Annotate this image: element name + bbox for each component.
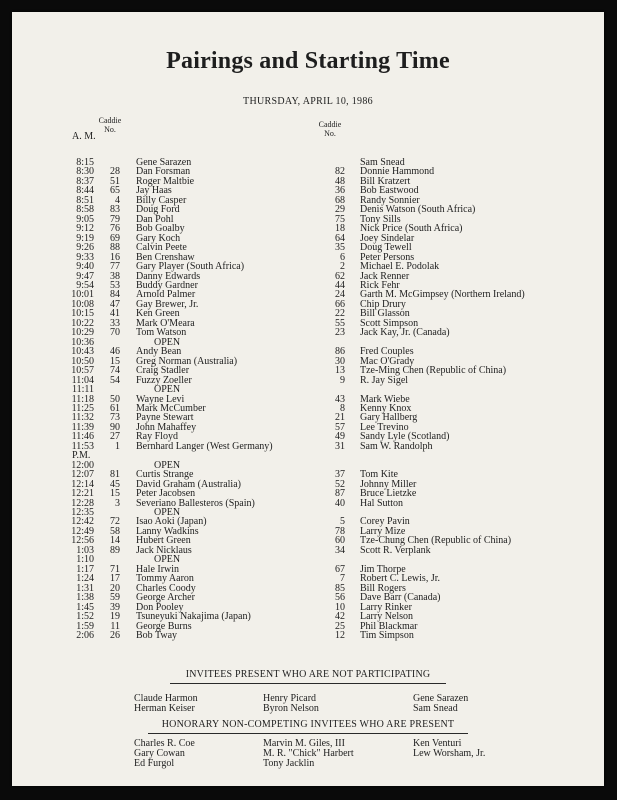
player-name: Dave Barr (Canada) bbox=[360, 592, 441, 604]
player-name: Arnold Palmer bbox=[136, 289, 196, 301]
caddie-number: 68 bbox=[335, 194, 345, 206]
am-header: A. M. bbox=[72, 131, 96, 142]
caddie-number: 15 bbox=[110, 355, 120, 367]
caddie-number: 76 bbox=[110, 223, 120, 235]
invitees-heading-rule bbox=[170, 683, 446, 684]
pm-label: P.M. bbox=[72, 450, 91, 462]
tee-time: 10:50 bbox=[71, 355, 94, 367]
open-label: OPEN bbox=[154, 384, 181, 396]
honorary-invitee-name: Gary Cowan bbox=[134, 748, 185, 759]
player-name: Ray Floyd bbox=[136, 431, 178, 443]
player-name: Gary Player (South Africa) bbox=[136, 261, 245, 273]
program-sheet bbox=[12, 12, 604, 786]
player-name: George Archer bbox=[136, 592, 195, 604]
caddie-number: 51 bbox=[110, 175, 120, 187]
player-name: Jack Nicklaus bbox=[136, 544, 192, 556]
player-name: Fuzzy Zoeller bbox=[136, 374, 192, 386]
caddie-number: 12 bbox=[335, 630, 345, 641]
tee-time: 11:53 bbox=[71, 440, 94, 452]
tee-time: 9:54 bbox=[76, 279, 94, 291]
caddie-number: 27 bbox=[110, 431, 120, 443]
caddie-number: 74 bbox=[110, 365, 120, 377]
caddie-number: 71 bbox=[110, 563, 120, 575]
caddie-number: 25 bbox=[335, 620, 345, 632]
caddie-number: 40 bbox=[335, 497, 345, 509]
caddie-number: 53 bbox=[110, 279, 120, 291]
tee-time: 1:38 bbox=[76, 592, 94, 604]
caddie-number: 58 bbox=[110, 525, 120, 537]
tee-time: 11:39 bbox=[71, 421, 94, 433]
honorary-invitee-name: Marvin M. Giles, III bbox=[263, 738, 345, 749]
caddie-number: 60 bbox=[335, 535, 345, 547]
player-name: Larry Mize bbox=[360, 525, 406, 537]
player-name: Craig Stadler bbox=[136, 365, 190, 377]
caddie-number: 18 bbox=[335, 223, 345, 235]
player-name: Tsuneyuki Nakajima (Japan) bbox=[136, 611, 251, 623]
tee-time: 10:15 bbox=[71, 308, 94, 320]
caddie-number: 44 bbox=[335, 279, 345, 291]
caddie-number: 37 bbox=[335, 469, 345, 481]
caddie-number: 46 bbox=[110, 346, 120, 358]
caddie-number: 21 bbox=[335, 412, 345, 424]
invitee-name: Herman Keiser bbox=[134, 703, 195, 714]
caddie-number: 20 bbox=[110, 582, 120, 594]
tee-time: 2:06 bbox=[76, 630, 94, 641]
tee-time: 12:21 bbox=[71, 488, 94, 500]
honorary-invitee-name: Lew Worsham, Jr. bbox=[413, 748, 486, 759]
caddie-number: 35 bbox=[335, 242, 345, 254]
player-name: David Graham (Australia) bbox=[136, 478, 241, 490]
invitee-name: Sam Snead bbox=[413, 703, 458, 714]
caddie-number: 72 bbox=[110, 516, 120, 528]
page-title: Pairings and Starting Time bbox=[166, 48, 450, 74]
caddie-header-right: Caddie No. bbox=[318, 120, 342, 138]
player-name: Hal Sutton bbox=[360, 497, 404, 509]
honorary-invitee-name: Tony Jacklin bbox=[263, 758, 315, 769]
tee-time: 9:33 bbox=[76, 251, 94, 263]
player-name: Andy Bean bbox=[136, 346, 182, 358]
player-name: Tze-Ming Chen (Republic of China) bbox=[360, 365, 507, 377]
tee-time: 9:26 bbox=[76, 242, 94, 254]
caddie-number: 7 bbox=[340, 573, 345, 585]
tee-time: 8:44 bbox=[76, 185, 94, 197]
player-name: Donnie Hammond bbox=[360, 166, 435, 178]
player-name: Curtis Strange bbox=[136, 469, 194, 481]
caddie-number: 55 bbox=[335, 317, 345, 329]
player-name: Ben Crenshaw bbox=[136, 251, 195, 263]
tee-time: 1:10 bbox=[76, 554, 94, 566]
player-name: Chip Drury bbox=[360, 298, 406, 310]
tee-time: 11:25 bbox=[71, 402, 94, 414]
player-name: Garth M. McGimpsey (Northern Ireland) bbox=[360, 289, 525, 301]
caddie-number: 6 bbox=[340, 251, 345, 263]
player-name: Bob Tway bbox=[136, 630, 178, 641]
honorary-invitee-name: Ken Venturi bbox=[413, 738, 462, 749]
open-label: OPEN bbox=[154, 554, 181, 566]
player-name: Sandy Lyle (Scotland) bbox=[360, 431, 450, 443]
player-name: Tommy Aaron bbox=[136, 573, 194, 585]
open-label: OPEN bbox=[154, 459, 181, 471]
tee-time: 10:22 bbox=[71, 317, 94, 329]
tee-time: 8:30 bbox=[76, 166, 94, 178]
caddie-number: 24 bbox=[335, 289, 345, 301]
player-name: Bob Eastwood bbox=[360, 185, 419, 197]
tee-time: 1:31 bbox=[76, 582, 94, 594]
open-label: OPEN bbox=[154, 507, 181, 519]
caddie-number: 2 bbox=[340, 261, 345, 273]
caddie-number: 16 bbox=[110, 251, 120, 263]
caddie-number: 70 bbox=[110, 327, 120, 339]
tee-time: 1:45 bbox=[76, 601, 94, 613]
pairing-row bbox=[12, 631, 604, 641]
tee-time: 9:19 bbox=[76, 232, 94, 244]
caddie-number: 61 bbox=[110, 402, 120, 414]
caddie-number: 88 bbox=[110, 242, 120, 254]
caddie-number: 33 bbox=[110, 317, 120, 329]
caddie-number: 10 bbox=[335, 601, 345, 613]
caddie-number: 83 bbox=[110, 204, 120, 216]
caddie-number: 57 bbox=[335, 421, 345, 433]
caddie-number: 45 bbox=[110, 478, 120, 490]
caddie-number: 82 bbox=[335, 166, 345, 178]
player-name: Sam W. Randolph bbox=[360, 440, 433, 452]
player-name: Bill Kratzert bbox=[360, 175, 411, 187]
caddie-number: 9 bbox=[340, 374, 345, 386]
player-name: Doug Ford bbox=[136, 204, 180, 216]
player-name: Larry Rinker bbox=[360, 601, 412, 613]
caddie-number: 89 bbox=[110, 544, 120, 556]
player-name: Mark Wiebe bbox=[360, 393, 410, 405]
caddie-number: 3 bbox=[115, 497, 120, 509]
player-name: Sam Snead bbox=[360, 157, 405, 168]
tee-time: 1:52 bbox=[76, 611, 94, 623]
tee-time: 8:15 bbox=[76, 157, 94, 168]
player-name: Bruce Lietzke bbox=[360, 488, 417, 500]
player-name: Billy Casper bbox=[136, 194, 187, 206]
caddie-number: 67 bbox=[335, 563, 345, 575]
player-name: Larry Nelson bbox=[360, 611, 414, 623]
caddie-number: 4 bbox=[115, 194, 120, 206]
tee-time: 10:36 bbox=[71, 336, 94, 348]
player-name: Tze-Chung Chen (Republic of China) bbox=[360, 535, 512, 547]
tee-time: 9:12 bbox=[76, 223, 94, 235]
honorary-invitee-name: Charles R. Coe bbox=[134, 738, 195, 749]
player-name: Tom Watson bbox=[136, 327, 187, 339]
player-name: Severiano Ballesteros (Spain) bbox=[136, 497, 255, 509]
player-name: Dan Forsman bbox=[136, 166, 191, 178]
player-name: Corey Pavin bbox=[360, 516, 410, 528]
player-name: Hubert Green bbox=[136, 535, 191, 547]
honorary-invitee-name: Ed Furgol bbox=[134, 758, 175, 769]
tee-time: 11:11 bbox=[71, 384, 94, 396]
caddie-number: 19 bbox=[110, 611, 120, 623]
player-name: Denis Watson (South Africa) bbox=[360, 204, 476, 216]
player-name: Lee Trevino bbox=[360, 421, 409, 433]
caddie-number: 85 bbox=[335, 582, 345, 594]
player-name: Scott R. Verplank bbox=[360, 544, 431, 556]
caddie-number: 15 bbox=[110, 488, 120, 500]
caddie-number: 17 bbox=[110, 573, 120, 585]
player-name: Roger Maltbie bbox=[136, 175, 195, 187]
tee-time: 12:35 bbox=[71, 507, 94, 519]
caddie-number: 84 bbox=[110, 289, 120, 301]
caddie-number: 49 bbox=[335, 431, 345, 443]
player-name: Bernhard Langer (West Germany) bbox=[136, 440, 273, 452]
player-name: Bill Glasson bbox=[360, 308, 410, 320]
caddie-number: 5 bbox=[340, 516, 345, 528]
caddie-number: 23 bbox=[335, 327, 345, 339]
player-name: Rick Fehr bbox=[360, 279, 400, 291]
caddie-number: 69 bbox=[110, 232, 120, 244]
caddie-number: 34 bbox=[335, 544, 345, 556]
caddie-number: 77 bbox=[110, 261, 120, 273]
invitee-name: Henry Picard bbox=[263, 693, 317, 704]
caddie-number: 79 bbox=[110, 213, 120, 225]
caddie-header-left: Caddie No. bbox=[98, 116, 122, 134]
player-name: Gary Hallberg bbox=[360, 412, 418, 424]
tee-time: 10:01 bbox=[71, 289, 94, 301]
tee-time: 10:08 bbox=[71, 298, 94, 310]
caddie-number: 59 bbox=[110, 592, 120, 604]
tee-time: 8:51 bbox=[76, 194, 94, 206]
tee-time: 11:18 bbox=[71, 393, 94, 405]
player-name: Gary Koch bbox=[136, 232, 181, 244]
tee-time: 1:24 bbox=[76, 573, 94, 585]
caddie-number: 64 bbox=[335, 232, 345, 244]
player-name: Peter Jacobsen bbox=[136, 488, 196, 500]
tee-time: 9:05 bbox=[76, 213, 94, 225]
caddie-number: 39 bbox=[110, 601, 120, 613]
caddie-number: 26 bbox=[110, 630, 120, 641]
honorary-heading-rule bbox=[148, 733, 468, 734]
player-name: Nick Price (South Africa) bbox=[360, 223, 463, 235]
player-name: Mark McCumber bbox=[136, 402, 206, 414]
player-name: Jay Haas bbox=[136, 185, 172, 197]
caddie-number: 62 bbox=[335, 270, 345, 282]
player-name: Bob Goalby bbox=[136, 223, 185, 235]
caddie-number: 56 bbox=[335, 592, 345, 604]
caddie-number: 90 bbox=[110, 421, 120, 433]
player-name: Wayne Levi bbox=[136, 393, 185, 405]
caddie-number: 30 bbox=[335, 355, 345, 367]
player-name: Charles Coody bbox=[136, 582, 196, 594]
player-name: Don Pooley bbox=[136, 601, 184, 613]
player-name: Tim Simpson bbox=[360, 630, 414, 641]
tee-time: 11:32 bbox=[71, 412, 94, 424]
tee-time: 12:07 bbox=[71, 469, 94, 481]
caddie-number: 14 bbox=[110, 535, 120, 547]
player-name: Johnny Miller bbox=[360, 478, 417, 490]
caddie-number: 29 bbox=[335, 204, 345, 216]
player-name: Jack Renner bbox=[360, 270, 410, 282]
player-name: Jack Kay, Jr. (Canada) bbox=[360, 327, 450, 339]
tee-time: 12:00 bbox=[71, 459, 94, 471]
caddie-number: 81 bbox=[110, 469, 120, 481]
tee-time: 11:46 bbox=[71, 431, 94, 443]
player-name: Mac O'Grady bbox=[360, 355, 415, 367]
caddie-number: 50 bbox=[110, 393, 120, 405]
player-name: Lanny Wadkins bbox=[136, 525, 199, 537]
player-name: Dan Pohl bbox=[136, 213, 174, 225]
player-name: Doug Tewell bbox=[360, 242, 412, 254]
caddie-number: 47 bbox=[110, 298, 120, 310]
caddie-number: 38 bbox=[110, 270, 120, 282]
player-name: Tony Sills bbox=[360, 213, 401, 225]
caddie-number: 36 bbox=[335, 185, 345, 197]
player-name: Jim Thorpe bbox=[360, 563, 406, 575]
player-name: Danny Edwards bbox=[136, 270, 201, 282]
invitees-heading: INVITEES PRESENT WHO ARE NOT PARTICIPATING bbox=[185, 669, 431, 680]
player-name: Scott Simpson bbox=[360, 317, 419, 329]
player-name: Michael E. Podolak bbox=[360, 261, 440, 273]
player-name: Isao Aoki (Japan) bbox=[136, 516, 207, 528]
player-name: R. Jay Sigel bbox=[360, 374, 409, 386]
tee-time: 1:03 bbox=[76, 544, 94, 556]
caddie-number: 75 bbox=[335, 213, 345, 225]
player-name: Joey Sindelar bbox=[360, 232, 415, 244]
player-name: Greg Norman (Australia) bbox=[136, 355, 238, 367]
caddie-number: 8 bbox=[340, 402, 345, 414]
caddie-number: 31 bbox=[335, 440, 345, 452]
player-name: Tom Kite bbox=[360, 469, 398, 481]
caddie-number: 1 bbox=[115, 440, 120, 452]
player-name: Mark O'Meara bbox=[136, 317, 195, 329]
caddie-number: 66 bbox=[335, 298, 345, 310]
tee-time: 9:47 bbox=[76, 270, 94, 282]
caddie-number: 48 bbox=[335, 175, 345, 187]
tee-time: 10:57 bbox=[71, 365, 94, 377]
player-name: George Burns bbox=[136, 620, 192, 632]
tee-time: 12:42 bbox=[71, 516, 94, 528]
tee-time: 1:59 bbox=[76, 620, 94, 632]
player-name: John Mahaffey bbox=[136, 421, 197, 433]
invitee-name: Byron Nelson bbox=[263, 703, 319, 714]
tee-time: 12:56 bbox=[71, 535, 94, 547]
invitee-name: Gene Sarazen bbox=[413, 693, 469, 704]
caddie-number: 28 bbox=[110, 166, 120, 178]
tee-time: 10:43 bbox=[71, 346, 94, 358]
honorary-heading: HONORARY NON-COMPETING INVITEES WHO ARE PRESENT bbox=[161, 719, 455, 730]
caddie-number: 52 bbox=[335, 478, 345, 490]
caddie-number: 65 bbox=[110, 185, 120, 197]
caddie-number: 54 bbox=[110, 374, 120, 386]
caddie-number: 43 bbox=[335, 393, 345, 405]
open-label: OPEN bbox=[154, 336, 181, 348]
tee-time: 12:14 bbox=[71, 478, 94, 490]
player-name: Robert C. Lewis, Jr. bbox=[360, 573, 440, 585]
caddie-number: 86 bbox=[335, 346, 345, 358]
player-name: Bill Rogers bbox=[360, 582, 406, 594]
player-name: Ken Green bbox=[136, 308, 180, 320]
caddie-number: 41 bbox=[110, 308, 120, 320]
player-name: Phil Blackmar bbox=[360, 620, 418, 632]
player-name: Randy Sonnier bbox=[360, 194, 420, 206]
caddie-number: 42 bbox=[335, 611, 345, 623]
player-name: Payne Stewart bbox=[136, 412, 194, 424]
player-name: Gene Sarazen bbox=[136, 157, 192, 168]
caddie-number: 87 bbox=[335, 488, 345, 500]
caddie-number: 11 bbox=[110, 620, 120, 632]
tee-time: 12:28 bbox=[71, 497, 94, 509]
tee-time: 9:40 bbox=[76, 261, 94, 273]
event-date: THURSDAY, APRIL 10, 1986 bbox=[243, 96, 373, 107]
tee-time: 8:37 bbox=[76, 175, 94, 187]
honorary-invitee-name: M. R. "Chick" Harbert bbox=[263, 748, 354, 759]
tee-time: 8:58 bbox=[76, 204, 94, 216]
invitee-name: Claude Harmon bbox=[134, 693, 198, 704]
tee-time: 11:04 bbox=[71, 374, 94, 386]
caddie-number: 78 bbox=[335, 525, 345, 537]
player-name: Kenny Knox bbox=[360, 402, 412, 414]
player-name: Fred Couples bbox=[360, 346, 414, 358]
player-name: Hale Irwin bbox=[136, 563, 180, 575]
player-name: Buddy Gardner bbox=[136, 279, 198, 291]
caddie-number: 73 bbox=[110, 412, 120, 424]
tee-time: 10:29 bbox=[71, 327, 94, 339]
player-name: Calvin Peete bbox=[136, 242, 187, 254]
caddie-number: 22 bbox=[335, 308, 345, 320]
tee-time: 1:17 bbox=[76, 563, 94, 575]
player-name: Peter Persons bbox=[360, 251, 415, 263]
tee-time: 12:49 bbox=[71, 525, 94, 537]
caddie-number: 13 bbox=[335, 365, 345, 377]
player-name: Gay Brewer, Jr. bbox=[136, 298, 199, 310]
